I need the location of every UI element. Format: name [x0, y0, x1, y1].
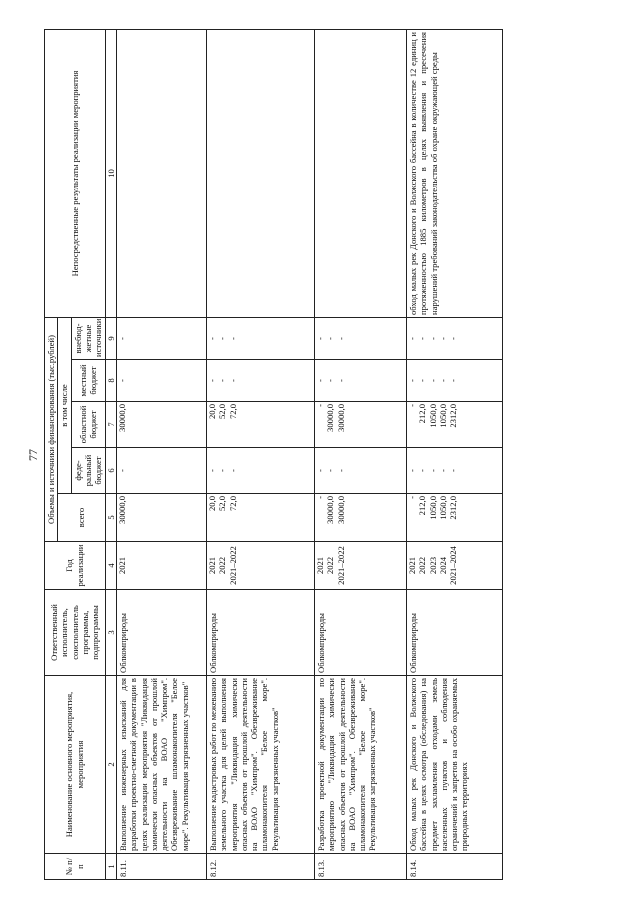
header-executor: Ответственный исполнитель, соисполнитель программы, подпрограммы: [45, 590, 106, 676]
header-regional: областной бюджет: [71, 402, 105, 448]
column-index: 10: [105, 29, 116, 317]
cell-value: -: [406, 469, 417, 472]
cell-value: 30000,0: [335, 496, 346, 524]
cell-value: 52,0: [217, 404, 228, 420]
cell-value: 2312,0: [448, 404, 459, 428]
page-number: 77: [26, 449, 40, 461]
cell-value: 2021–2024: [448, 546, 459, 585]
header-extrabudget: внебюд-жетные источники: [71, 317, 105, 359]
cell-value: -: [116, 469, 127, 472]
cell-value: -: [314, 469, 325, 472]
executor: Облкомприроды: [206, 590, 314, 676]
cell-value: -: [417, 469, 428, 472]
cell-value: -: [448, 337, 459, 340]
regional-list: [116, 402, 206, 448]
column-index: 2: [105, 676, 116, 854]
cell-value: 2312,0: [448, 496, 459, 520]
cell-value: -: [206, 379, 217, 382]
extrabudget-list: [406, 317, 502, 359]
cell-value: 2021: [206, 556, 217, 575]
federal-list: [116, 448, 206, 494]
header-financing: Объемы и источники финансирования (тыс.рублей): [45, 317, 58, 541]
header-year: Год реализации: [45, 542, 106, 590]
row-number: 8.11.: [116, 854, 206, 880]
column-index: 5: [105, 494, 116, 542]
cell-value: 2022: [325, 556, 336, 575]
rotated-page: [26, 30, 620, 880]
cell-value: 2021–2022: [335, 546, 346, 585]
regional-list: [206, 402, 314, 448]
local-list: [314, 360, 406, 402]
extrabudget-list: [314, 317, 406, 359]
cell-value: -: [417, 337, 428, 340]
result: [116, 29, 206, 317]
cell-value: 2021–2022: [227, 546, 238, 585]
header-federal: феде-ральный бюджет: [71, 448, 105, 494]
executor: Облкомприроды: [116, 590, 206, 676]
year-list: [314, 542, 406, 590]
cell-value: -: [217, 379, 228, 382]
cell-value: 20,0: [206, 496, 217, 512]
table-row: [406, 29, 502, 879]
cell-value: 30000,0: [325, 496, 336, 524]
cell-value: -: [325, 469, 336, 472]
extrabudget-list: [206, 317, 314, 359]
table-row: [314, 29, 406, 879]
cell-value: -: [427, 469, 438, 472]
cell-value: -: [314, 404, 325, 407]
result: [206, 29, 314, 317]
cell-value: -: [116, 337, 127, 340]
cell-value: 1050,0: [437, 404, 448, 428]
cell-value: 30000,0: [335, 404, 346, 432]
column-index: 6: [105, 448, 116, 494]
year-list: [406, 542, 502, 590]
cell-value: 2021: [116, 556, 127, 575]
cell-value: 72,0: [227, 404, 238, 420]
cell-value: 52,0: [217, 496, 228, 512]
cell-value: -: [206, 469, 217, 472]
cell-value: 2022: [417, 556, 428, 575]
executor: Облкомприроды: [314, 590, 406, 676]
cell-value: -: [437, 337, 448, 340]
local-list: [206, 360, 314, 402]
cell-value: -: [325, 337, 336, 340]
cell-value: -: [417, 379, 428, 382]
row-number: 8.13.: [314, 854, 406, 880]
total-list: [206, 494, 314, 542]
total-list: [116, 494, 206, 542]
cell-value: 2022: [217, 556, 228, 575]
cell-value: -: [314, 337, 325, 340]
cell-value: -: [448, 379, 459, 382]
column-index-row: [105, 29, 116, 879]
header-num: № п/п: [45, 854, 106, 880]
column-index: 3: [105, 590, 116, 676]
year-list: [206, 542, 314, 590]
executor: Облкомприроды: [406, 590, 502, 676]
cell-value: -: [437, 469, 448, 472]
cell-value: -: [217, 337, 228, 340]
cell-value: 212,0: [417, 496, 428, 516]
cell-value: -: [227, 337, 238, 340]
measures-table: [44, 29, 503, 880]
cell-value: 1050,0: [437, 496, 448, 520]
cell-value: 2021: [406, 556, 417, 575]
cell-value: -: [406, 496, 417, 499]
cell-value: -: [116, 379, 127, 382]
cell-value: 30000,0: [116, 496, 127, 524]
local-list: [406, 360, 502, 402]
regional-list: [314, 402, 406, 448]
header-name: Наименование основного мероприятия, мероприятия: [45, 676, 106, 854]
column-index: 1: [105, 854, 116, 880]
federal-list: [314, 448, 406, 494]
cell-value: 30000,0: [325, 404, 336, 432]
cell-value: 1050,0: [427, 496, 438, 520]
extrabudget-list: [116, 317, 206, 359]
cell-value: -: [227, 379, 238, 382]
cell-value: -: [437, 379, 448, 382]
federal-list: [206, 448, 314, 494]
result: [314, 29, 406, 317]
cell-value: -: [406, 379, 417, 382]
cell-value: -: [325, 379, 336, 382]
header-local: местный бюджет: [71, 360, 105, 402]
cell-value: 2021: [314, 556, 325, 575]
cell-value: -: [227, 469, 238, 472]
table-row: [206, 29, 314, 879]
cell-value: 2024: [437, 556, 448, 575]
cell-value: 20,0: [206, 404, 217, 420]
cell-value: -: [406, 404, 417, 407]
cell-value: 1050,0: [427, 404, 438, 428]
column-index: 7: [105, 402, 116, 448]
local-list: [116, 360, 206, 402]
cell-value: -: [217, 469, 228, 472]
federal-list: [406, 448, 502, 494]
column-index: 4: [105, 542, 116, 590]
cell-value: 72,0: [227, 496, 238, 512]
cell-value: 2023: [427, 556, 438, 575]
cell-value: -: [335, 469, 346, 472]
cell-value: -: [427, 337, 438, 340]
cell-value: -: [406, 337, 417, 340]
header-including: в том числе: [58, 317, 71, 493]
total-list: [406, 494, 502, 542]
cell-value: -: [206, 337, 217, 340]
cell-value: -: [335, 337, 346, 340]
cell-value: 30000,0: [116, 404, 127, 432]
measure-name: Разработка проектной документации по мероприятию "Ликвидация химически опасных объектов от прошлой деятельности на ВОАО "Химпром". Обезвреживание шламонакопителя "Белое море". Рекультивация загрязненных участков": [314, 676, 406, 854]
cell-value: -: [427, 379, 438, 382]
cell-value: -: [314, 379, 325, 382]
regional-list: [406, 402, 502, 448]
cell-value: 212,0: [417, 404, 428, 424]
table-row: [116, 29, 206, 879]
row-number: 8.14.: [406, 854, 502, 880]
measure-name: Обход малых рек Донского и Волжского бассейна в целях осмотра (обследования) на предмет захламления отходами земель населенных пунктов и соблюдения ограничений и запретов на особо охраняемых природных территориях: [406, 676, 502, 854]
total-list: [314, 494, 406, 542]
cell-value: -: [335, 379, 346, 382]
result: обход малых рек Донского и Волжского бассейна в количестве 12 единиц и протяженностью 1885 километров в целях выявления и пресечения нарушений требований законодательства об охране окружающей среды: [406, 29, 502, 317]
measure-name: Выполнение инженерных изысканий для разработки проектно-сметной документации в целях реализации мероприятия "Ликвидация химически опасных объектов от прошлой деятельности на ВОАО "Химпром". Обезвреживание шламонакопителя "Белое море". Рекультивация загрязненных участков": [116, 676, 206, 854]
year-list: [116, 542, 206, 590]
header-total: всего: [58, 494, 105, 542]
row-number: 8.12.: [206, 854, 314, 880]
header-results: Непосредственные результаты реализации мероприятия: [45, 29, 106, 317]
column-index: 9: [105, 317, 116, 359]
cell-value: -: [314, 496, 325, 499]
cell-value: -: [448, 469, 459, 472]
measure-name: Выполнение кадастровых работ по межеванию земельного участка для целей выполнения мероприятия "Ликвидация химически опасных объектов от прошлой деятельности на ВОАО "Химпром". Обезвреживание шламонакопителя "Белое море". Рекультивация загрязненных участков": [206, 676, 314, 854]
column-index: 8: [105, 360, 116, 402]
